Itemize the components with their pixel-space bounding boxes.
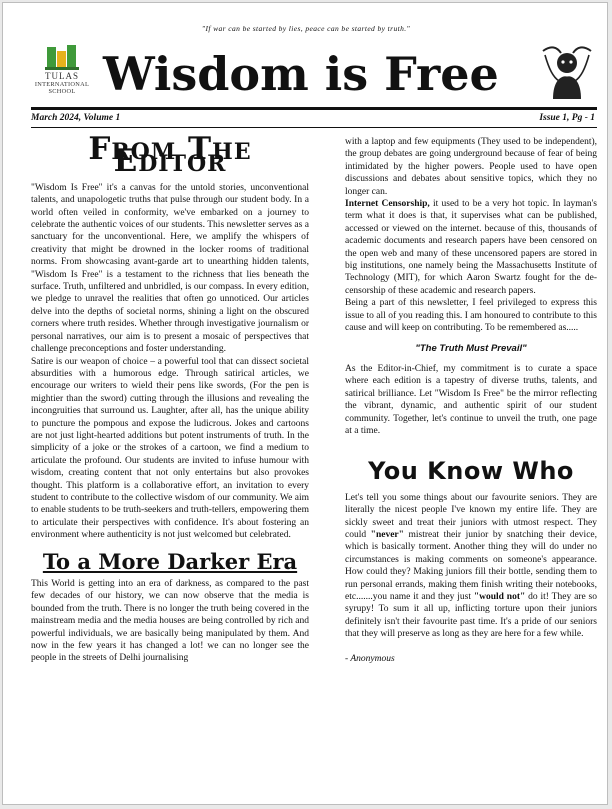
ykw-signature: - Anonymous <box>345 653 395 664</box>
darker-era-heading: To a More Darker Era <box>42 548 298 574</box>
darker-paragraph-4: Being a part of this newsletter, I feel privileged to express this issue to all of you reading this. I am honoured to contribute to this cause and will keep on contributing. To be remembered as..... <box>345 298 597 334</box>
masthead-title: Wisdom is Free <box>103 47 499 101</box>
darker-paragraph-2: with a laptop and few equipments (They used to be independent), the group debates are going underground because of fear of being intimidated by the higher powers. People used to have open discussions and debates about sensitive topics, which they no longer can. <box>345 137 597 197</box>
ykw-would-not: "would not" <box>473 592 526 602</box>
newsletter-page <box>2 2 608 805</box>
meta-rule <box>31 127 597 128</box>
ykw-text-1: Let's tell you some things about our favourite seniors. They are literally the nicest people I've known my entire life. They are sickly sweet and treat their juniors with utmost respect. They could <box>345 492 597 540</box>
editor-paragraph-1: "Wisdom Is Free" it's a canvas for the untold stories, unconventional talents, and unapologetic truths that pulse through our student body. In a world often veiled in conformity, we've embarked on a journey to celebrate the authentic voices of our students. This newsletter serves as a sanctuary for the unconventional. Here, we amplify the whispers of creativity that might be drowned in the locker rooms of traditional norms. From showcasing avant-garde art to unearthing hidden talents, "Wisdom Is Free" is a testament to the richness that lies beneath the surface. Truth, unfiltered and unbridled, is our compass. In every edition, we pledge to unravel the realities that often go unnoticed. Our articles delve into the depths of societal norms, shining a light on the obscured corners where truth resides. Whether through investigative journalism or personal narratives, our aim is to present a mosaic of perspectives that challenge preconceptions and foster understanding. <box>31 182 309 355</box>
left-column <box>31 131 309 665</box>
date-volume: March 2024, Volume 1 <box>31 113 121 123</box>
truth-slogan: "The Truth Must Prevail" <box>415 342 527 354</box>
editor-paragraph-2: Satire is our weapon of choice – a powerful tool that can dissect societal absurdities with a humorous edge. Through satirical articles, we encourage our writers to wield their pens like swords, (For the pen is mightier than the sword) cutting through the illusions and revealing the incongruities that surround us. Laughter, after all, has the unique ability to puncture the pompous and expose the ludicrous. Jokes and cartoons are not just light-hearted additions but potent instruments of truth. In the simplicity of a joke or the strokes of a cartoon, we find a medium to articulate the profound. Our students are invited to infuse humour with wisdom, creating content that not only entertains but also provokes thought. This platform is a collaborative effort, an invitation to every student to contribute to the collective wisdom of our community. We aim to enable students to be truth-seekers and truth-tellers, empowering them to articulate their perspectives with confidence. It's about fostering an environment where authenticity is not just welcomed but celebrated. <box>31 356 309 541</box>
censorship-text: it used to be a very hot topic. In layman's term what it does is that, it supervises what can be published, accessed or viewed on the internet. because of this, thousands of academic documents and research papers have been censored on the open web and many of these uncensored papers are stored in big institutions, one namely being the Massachusetts Institute of Technology (MIT), for which Aaron Swartz fought for the de-censorship of these academic and research papers. <box>345 199 597 296</box>
header-quote: "If war can be started by lies, peace can be started by truth." <box>201 24 411 33</box>
masked-figure-emblem-icon <box>539 43 595 103</box>
school-logo <box>27 45 97 95</box>
issue-page: Issue 1, Pg - 1 <box>539 113 595 123</box>
school-subtitle: INTERNATIONAL SCHOOL <box>34 81 90 95</box>
editor-heading: From The Editor <box>88 131 252 180</box>
ykw-text-3: do it! They are so syrupy! To sum it all up, inflicting torture upon their juniors definitely isn't their favourite past time. It's a pride of our seniors that they will preserve as long as they are here for a few while. <box>345 592 597 640</box>
censorship-paragraph <box>345 198 597 297</box>
ykw-never: "never" <box>370 529 404 540</box>
you-know-who-paragraph <box>345 492 597 641</box>
right-column <box>345 136 597 665</box>
school-name: TULAS <box>45 71 79 81</box>
ykw-text-2: mistreat their junior by snatching their device, which is basically torment. Another thing they will do under no circumstances is making comments on someone's appearance. How could they? Making juniors fill their bottle, sending them to run personal errands, making them finish writing their notebooks, etc.......you name it and they just <box>345 529 598 602</box>
darker-paragraph-5: As the Editor-in-Chief, my commitment is to curate a space where each edition is a tapestry of diverse truths, talents, and satirical brilliance. Let "Wisdom Is Free" be the mirror reflecting the vibrant, dynamic, and authentic spirit of our student community. Together, let's continue to unveil the truth, one page at a time. <box>345 363 597 436</box>
you-know-who-heading: You Know Who <box>368 457 574 486</box>
school-crest-icon <box>45 45 79 71</box>
darker-paragraph-1: This World is getting into an era of darkness, as compared to the past few decades of our history, we can now observe that the media is bounded from the truth. There is no longer the truth being covered in the mainstream media and the media houses are being controlled by rich and powerful individuals, we are basically being manipulated by them. And now in the few years it has changed a lot! we can no longer see the people in the streets of Delhi journalising <box>31 579 309 664</box>
masthead-rule <box>31 107 597 110</box>
censorship-term: Internet Censorship, <box>345 199 430 210</box>
